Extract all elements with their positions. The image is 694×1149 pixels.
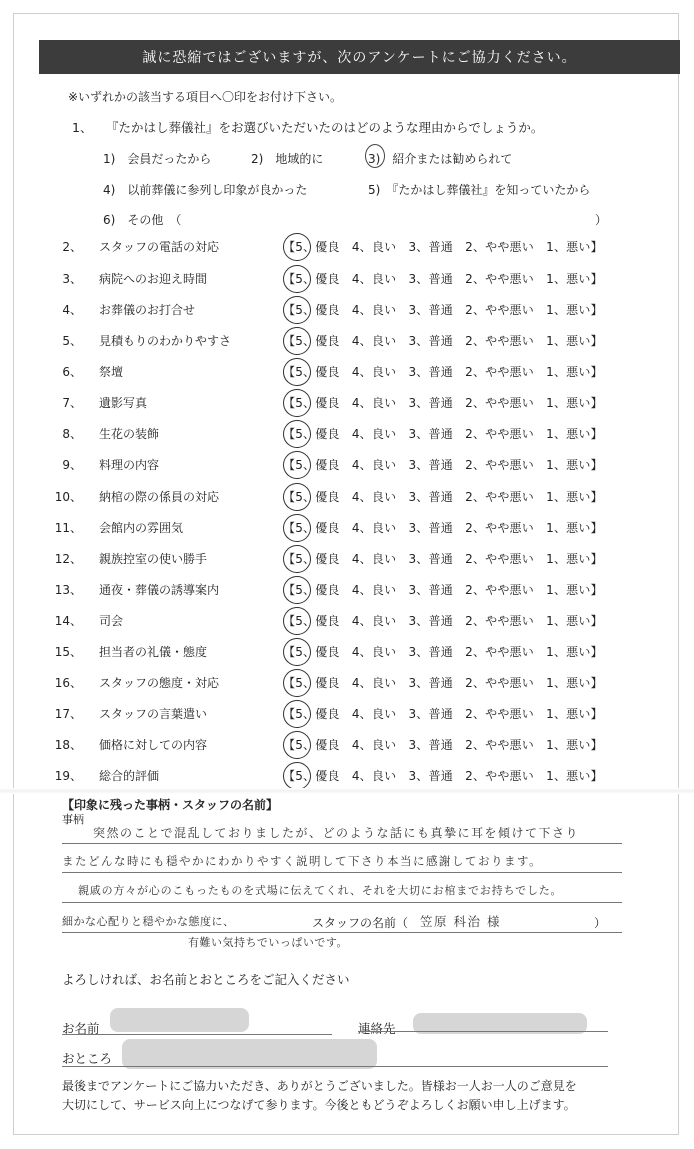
name-field[interactable] bbox=[110, 1008, 249, 1032]
address-underline bbox=[62, 1066, 608, 1067]
q1-option-6-close: ） bbox=[595, 213, 608, 227]
rating-scale[interactable]: 【5、優良 4、良い 3、普通 2、やや悪い 1、悪い】 bbox=[283, 707, 603, 721]
question-label: 見積もりのわかりやすさ bbox=[99, 334, 232, 348]
question-number: 3、 bbox=[62, 272, 82, 286]
survey-banner: 誠に恐縮ではございますが、次のアンケートにご協力ください。 bbox=[39, 40, 680, 74]
question-label: 遺影写真 bbox=[99, 396, 148, 410]
question-label: スタッフの電話の対応 bbox=[99, 240, 220, 254]
rating-scale[interactable]: 【5、優良 4、良い 3、普通 2、やや悪い 1、悪い】 bbox=[283, 396, 603, 410]
q1-selected-mark bbox=[365, 144, 385, 168]
question-label: 総合的評価 bbox=[99, 769, 160, 783]
question-number: 19、 bbox=[54, 769, 82, 783]
question-number: 10、 bbox=[54, 490, 82, 504]
question-1-number: 1、 bbox=[72, 120, 93, 135]
q1-option-5[interactable]: 5) 『たかはし葬儀社』を知っていたから bbox=[368, 183, 591, 197]
remark-line bbox=[62, 902, 622, 903]
question-label: 病院へのお迎え時間 bbox=[99, 272, 208, 286]
rating-row bbox=[0, 767, 694, 787]
rating-scale[interactable]: 【5、優良 4、良い 3、普通 2、やや悪い 1、悪い】 bbox=[283, 769, 603, 783]
question-1 bbox=[72, 118, 543, 136]
rating-scale[interactable]: 【5、優良 4、良い 3、普通 2、やや悪い 1、悪い】 bbox=[283, 614, 603, 628]
rating-row bbox=[0, 332, 694, 352]
rating-scale[interactable]: 【5、優良 4、良い 3、普通 2、やや悪い 1、悪い】 bbox=[283, 334, 603, 348]
question-label: スタッフの態度・対応 bbox=[99, 676, 220, 690]
rating-row bbox=[0, 394, 694, 414]
name-label: お名前 bbox=[62, 1021, 100, 1036]
remarks-label: 事柄 bbox=[62, 813, 84, 826]
question-number: 16、 bbox=[54, 676, 82, 690]
rating-row bbox=[0, 488, 694, 508]
rating-scale[interactable]: 【5、優良 4、良い 3、普通 2、やや悪い 1、悪い】 bbox=[283, 458, 603, 472]
name-underline bbox=[62, 1034, 332, 1035]
rating-scale[interactable]: 【5、優良 4、良い 3、普通 2、やや悪い 1、悪い】 bbox=[283, 738, 603, 752]
question-number: 6、 bbox=[62, 365, 82, 379]
rating-scale[interactable]: 【5、優良 4、良い 3、普通 2、やや悪い 1、悪い】 bbox=[283, 552, 603, 566]
question-label: スタッフの言葉遣い bbox=[99, 707, 208, 721]
rating-row bbox=[0, 425, 694, 445]
footer-line-2: 大切にして、サービス向上につなげて参ります。今後ともどうぞよろしくお願い申し上げます。 bbox=[62, 1098, 576, 1112]
rating-scale[interactable]: 【5、優良 4、良い 3、普通 2、やや悪い 1、悪い】 bbox=[283, 240, 603, 254]
impressions-header: 【印象に残った事柄・スタッフの名前】 bbox=[62, 798, 279, 812]
rating-row bbox=[0, 705, 694, 725]
rating-scale[interactable]: 【5、優良 4、良い 3、普通 2、やや悪い 1、悪い】 bbox=[283, 303, 603, 317]
rating-row bbox=[0, 674, 694, 694]
question-label: 祭壇 bbox=[99, 365, 124, 379]
rating-row bbox=[0, 301, 694, 321]
handwritten-remark: 突然のことで混乱しておりましたが、どのような話にも真摯に耳を傾けて下さり bbox=[93, 826, 580, 840]
rating-scale[interactable]: 【5、優良 4、良い 3、普通 2、やや悪い 1、悪い】 bbox=[283, 365, 603, 379]
q1-option-6[interactable]: 6) その他 （ bbox=[103, 213, 182, 227]
question-label: お葬儀のお打合せ bbox=[99, 303, 196, 317]
rating-row bbox=[0, 643, 694, 663]
question-number: 2、 bbox=[62, 240, 82, 254]
rating-row bbox=[0, 612, 694, 632]
remark-line bbox=[62, 932, 622, 933]
handwritten-remark: 有難い気持ちでいっぱいです。 bbox=[188, 936, 349, 949]
question-number: 17、 bbox=[54, 707, 82, 721]
question-label: 担当者の礼儀・態度 bbox=[99, 645, 208, 659]
q1-option-1[interactable]: 1) 会員だったから bbox=[103, 152, 212, 166]
q1-option-2[interactable]: 2) 地域的に bbox=[251, 152, 324, 166]
footer-line-1: 最後までアンケートにご協力いただき、ありがとうございました。皆様お一人お一人のご意見を bbox=[62, 1079, 577, 1093]
rating-scale[interactable]: 【5、優良 4、良い 3、普通 2、やや悪い 1、悪い】 bbox=[283, 583, 603, 597]
question-number: 11、 bbox=[54, 521, 82, 535]
question-number: 12、 bbox=[54, 552, 82, 566]
sheet-divider bbox=[0, 788, 694, 794]
question-label: 納棺の際の係員の対応 bbox=[99, 490, 220, 504]
rating-row bbox=[0, 363, 694, 383]
question-label: 価格に対しての内容 bbox=[99, 738, 208, 752]
remark-line bbox=[62, 872, 622, 873]
q1-option-4[interactable]: 4) 以前葬儀に参列し印象が良かった bbox=[103, 183, 308, 197]
handwritten-remark: 細かな心配りと穏やかな態度に、 bbox=[62, 915, 235, 928]
question-number: 9、 bbox=[62, 458, 82, 472]
rating-scale[interactable]: 【5、優良 4、良い 3、普通 2、やや悪い 1、悪い】 bbox=[283, 272, 603, 286]
handwritten-remark: 親戚の方々が心のこもったものを式場に伝えてくれ、それを大切にお棺までお持ちでした。 bbox=[78, 884, 563, 897]
question-number: 18、 bbox=[54, 738, 82, 752]
question-number: 5、 bbox=[62, 334, 82, 348]
instruction-note: ※いずれかの該当する項目へ〇印をお付け下さい。 bbox=[68, 90, 343, 104]
staff-name-close: ） bbox=[594, 916, 607, 930]
rating-row bbox=[0, 550, 694, 570]
question-number: 14、 bbox=[54, 614, 82, 628]
question-label: 料理の内容 bbox=[99, 458, 160, 472]
rating-scale[interactable]: 【5、優良 4、良い 3、普通 2、やや悪い 1、悪い】 bbox=[283, 645, 603, 659]
question-label: 生花の装飾 bbox=[99, 427, 160, 441]
rating-scale[interactable]: 【5、優良 4、良い 3、普通 2、やや悪い 1、悪い】 bbox=[283, 490, 603, 504]
question-label: 通夜・葬儀の誘導案内 bbox=[99, 583, 220, 597]
rating-row bbox=[0, 270, 694, 290]
remark-line bbox=[62, 843, 622, 844]
question-number: 4、 bbox=[62, 303, 82, 317]
question-label: 司会 bbox=[99, 614, 124, 628]
rating-row bbox=[0, 736, 694, 756]
rating-row bbox=[0, 238, 694, 258]
question-number: 7、 bbox=[62, 396, 82, 410]
rating-row bbox=[0, 456, 694, 476]
question-label: 親族控室の使い勝手 bbox=[99, 552, 208, 566]
phone-label: 連絡先 bbox=[358, 1021, 396, 1036]
rating-scale[interactable]: 【5、優良 4、良い 3、普通 2、やや悪い 1、悪い】 bbox=[283, 427, 603, 441]
address-field[interactable] bbox=[122, 1039, 377, 1069]
footer-message bbox=[62, 1077, 577, 1115]
question-number: 8、 bbox=[62, 427, 82, 441]
phone-underline bbox=[358, 1031, 608, 1032]
rating-row bbox=[0, 519, 694, 539]
question-1-text: 『たかはし葬儀社』をお選びいただいたのはどのような理由からでしょうか。 bbox=[105, 120, 544, 135]
rating-scale[interactable]: 【5、優良 4、良い 3、普通 2、やや悪い 1、悪い】 bbox=[283, 676, 603, 690]
question-number: 13、 bbox=[54, 583, 82, 597]
q1-option-3[interactable]: 3) 紹介または勧められて bbox=[368, 152, 513, 166]
question-number: 15、 bbox=[54, 645, 82, 659]
rating-row bbox=[0, 581, 694, 601]
rating-scale[interactable]: 【5、優良 4、良い 3、普通 2、やや悪い 1、悪い】 bbox=[283, 521, 603, 535]
handwritten-remark: またどんな時にも穏やかにわかりやすく説明して下さり本当に感謝しております。 bbox=[62, 854, 543, 868]
address-label: おところ bbox=[62, 1051, 113, 1066]
question-label: 会館内の雰囲気 bbox=[99, 521, 184, 535]
staff-name-value: 笠原 科治 様 bbox=[420, 914, 501, 929]
contact-prompt: よろしければ、お名前とおところをご記入ください bbox=[62, 972, 350, 987]
staff-name-label: スタッフの名前（ bbox=[312, 916, 409, 930]
